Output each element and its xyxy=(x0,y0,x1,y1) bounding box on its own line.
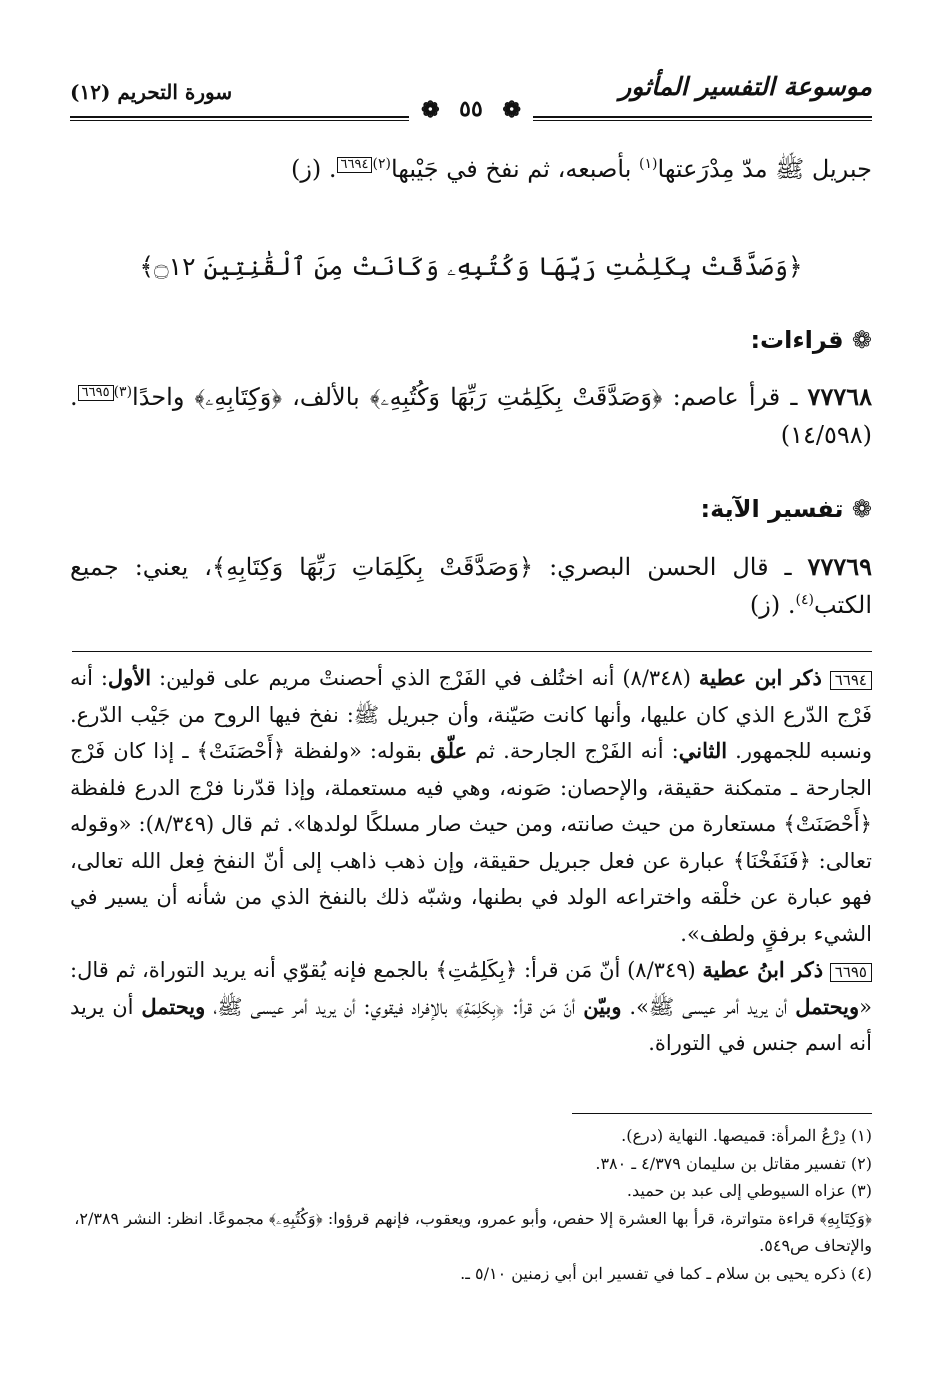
surah-title: سورة التحريم (١٢) xyxy=(70,80,233,104)
footnote: (٤) ذكره يحيى بن سلام ـ كما في تفسير ابن أبي زمنين ٥/١٠ ـ. xyxy=(460,1263,872,1283)
commentary-text: أنّ مَن قرأ: ﴿بِكَلِمَةِ﴾ بالإفراد فيقوي: أن يريد أمر عيسى ﷺ، xyxy=(205,994,584,1019)
commentary-divider xyxy=(72,651,872,652)
commentary-text: أن يريد أنه اسم جنس في التوراة. xyxy=(70,994,872,1055)
commentary-text: : أنه الفَرْج الجارحة. ثم xyxy=(467,739,679,763)
intro-line xyxy=(70,150,872,188)
commentary-section xyxy=(70,660,872,1062)
footnote: (١) دِرْعُ المرأة: قميصها. النهاية (درع). xyxy=(621,1126,872,1145)
commentary-ref-box[interactable]: ٦٦٩٤ xyxy=(337,157,373,173)
commentary-ref-box[interactable]: ٦٦٩٥ xyxy=(78,385,114,401)
commentary-label: ويحتمل xyxy=(141,993,206,1019)
entry-number: ٧٧٧٦٩ xyxy=(807,552,872,581)
running-header xyxy=(70,68,872,123)
commentary-text: (٨/٣٤٩) أنّ مَن قرأ: ﴿بِكَلِمَٰتِ﴾ بالجمع فإنه يُقوّي أنه يريد التوراة، ثم قال: « xyxy=(70,958,872,1019)
commentary-item xyxy=(70,660,872,952)
commentary-label: الثاني xyxy=(678,738,728,763)
book-title: موسوعة التفسير المأثور xyxy=(619,72,872,101)
footnote-marker[interactable]: (٤) xyxy=(795,592,814,608)
entry-text: . (ز) xyxy=(749,591,796,619)
footnote: (٢) تفسير مقاتل بن سليمان ٤/٣٧٩ ـ ٣٨٠. xyxy=(595,1153,872,1173)
footnote: ﴿وَكِتَابِهِ﴾ قراءة متواترة، قرأ بها العشرة إلا حفص، وأبو عمرو، ويعقوب، فإنهم قرؤوا: ﴿وَكُتُبِهِۦ﴾ مجموعًا. انظر: النشر ٢/٣٨٩، والإتحاف ص٥٤٩. xyxy=(74,1208,872,1255)
commentary-label: علّق xyxy=(430,738,468,763)
commentary-lead: ذكر ابن عطية xyxy=(698,665,822,690)
entry-text: ـ قرأ عاصم: ﴿وَصَدَّقَتْ بِكَلِمَٰتِ رَبِّهَا وَكُتُبِهِۦ﴾ بالألف، ﴿وَكِتَابِهِۦ﴾ واحدًا xyxy=(132,383,808,411)
intro-text: . (ز) xyxy=(290,155,337,183)
footnote-divider xyxy=(572,1113,872,1114)
commentary-item xyxy=(70,952,872,1062)
page-number: ٥٥ xyxy=(453,96,489,122)
intro-text: بأصبعه، ثم نفخ في جَيْبها xyxy=(390,155,640,183)
quran-verse: ﴿وَصَدَّقَتْ بِكَلِمَٰتِ رَبِّهَا وَكُتُبِهِۦ وَكَانَتْ مِنَ ٱلْقَٰنِتِينَ ۝١٢﴾ xyxy=(139,252,803,281)
footnote-marker[interactable]: (٣) xyxy=(113,384,133,400)
readings-entry xyxy=(70,378,872,454)
commentary-text: بقوله: «ولفظة ﴿أَحْصَنَتْ﴾ ـ إذا كان فَرْج الجارحة ـ متمكنة حقيقة، والإحصان: صَونه، وهي فيه مستعملة، وإذا قدّرنا فرْج الدرع فلفظة ﴿أَحْصَنَتْ﴾ مستعارة من حيث صانته، ومن حيث صار مسلكًا لولدها». ثم قال (٨/٣٤٩): «وقوله تعالى: ﴿فَنَفَخْنَا﴾ عبارة عن فعل جبريل حقيقة، وإن ذهب ذاهب إلى أنّ النفخ فِعل الله تعالى، فهو عبارة عن خلْقه واختراعه الولد في بطنها، وشبّه ذلك بالنفخ الذي من شأنه أن يسير في الشيء برفقٍ ولطف». xyxy=(70,739,872,946)
commentary-label: وبيّن xyxy=(583,993,622,1019)
commentary-text: (٨/٣٤٨) أنه اختُلف في الفَرْج الذي أحصنتْ مريم على قولين: xyxy=(151,666,699,690)
commentary-box-number: ٦٦٩٤ xyxy=(830,671,872,690)
ornament-icon: ❁ xyxy=(415,97,445,123)
ornament-icon: ❁ xyxy=(496,97,526,123)
commentary-label: الأول xyxy=(107,665,152,690)
commentary-box-number: ٦٦٩٥ xyxy=(830,963,872,982)
readings-heading: ❁ قراءات: xyxy=(750,326,872,354)
commentary-text: : أنه فَرْج الدّرع الذي كان عليها، وأنها كانت صَيّنة، وأن جبريل ﷺ: نفخ فيها الروح من جَيْب الدّرع. ونسبه للجمهور. xyxy=(70,666,872,763)
footnote-marker[interactable]: (١) xyxy=(639,156,658,172)
entry-text: ـ قال الحسن البصري: ﴿وَصَدَّقَتْ بِكَلِمَاتِ رَبِّهَا وَكِتَابِهِ﴾، يعني: جميع الكتب xyxy=(70,553,872,619)
intro-text: جبريل ﷺ مدّ مِدْرَعتها xyxy=(657,155,872,183)
page-number-block xyxy=(409,96,533,123)
commentary-text: أن يريد أمر عيسى ﷺ». xyxy=(621,994,796,1019)
footnote: (٣) عزاه السيوطي إلى عبد بن حميد. xyxy=(626,1181,872,1200)
entry-text: . (١٤/٥٩٨) xyxy=(70,383,872,449)
commentary-label: ويحتمل xyxy=(795,993,860,1019)
footnote-marker[interactable]: (٢) xyxy=(372,156,391,172)
tafsir-entry xyxy=(70,548,872,624)
commentary-lead: ذكر ابنُ عطية xyxy=(702,957,824,982)
entry-number: ٧٧٧٦٨ xyxy=(807,382,872,411)
tafsir-heading: ❁ تفسير الآية: xyxy=(700,495,872,523)
footnotes xyxy=(70,1122,872,1287)
